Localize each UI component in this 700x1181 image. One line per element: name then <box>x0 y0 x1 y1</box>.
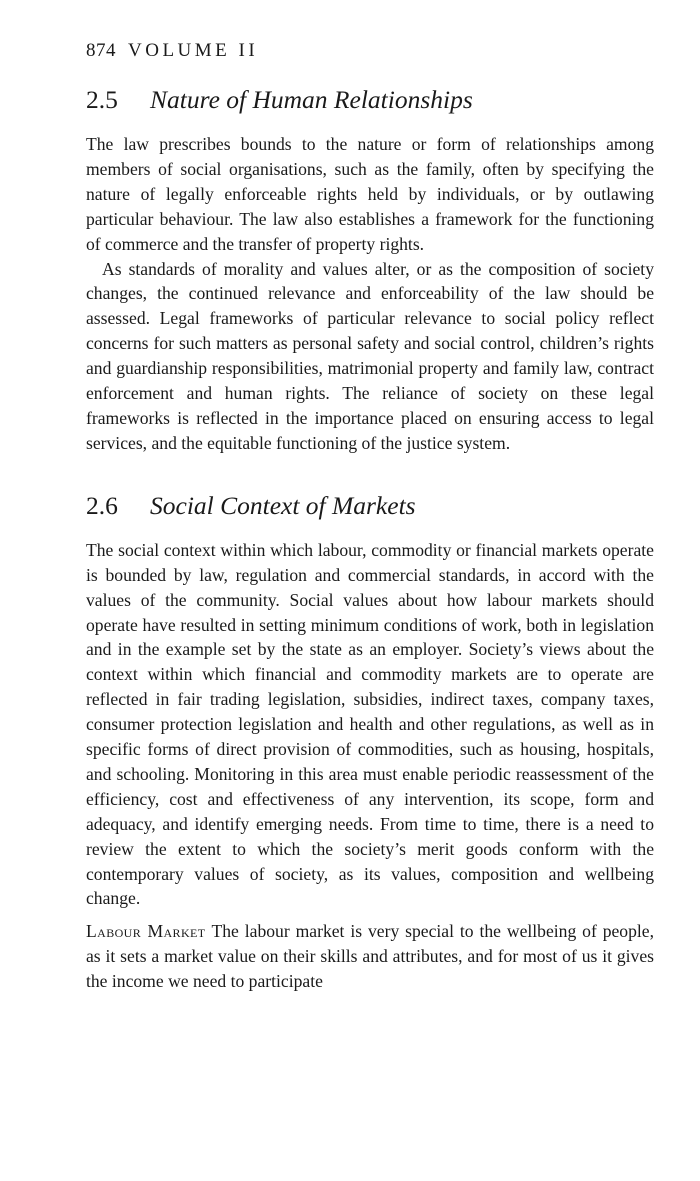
run-in-heading: Labour Market <box>86 921 206 942</box>
labour-market-text: The labour market is very special to the wellbeing of people, as it sets a market value on their skills and attributes, and for most of us it gives the income we need to participate <box>86 921 654 992</box>
section-heading-2-5 <box>86 84 654 116</box>
body-paragraph: The law prescribes bounds to the nature or form of relationships among members of social organisations, such as the family, often by specifying the nature of legally enforceable rights held by individuals, or by outlawing particular behaviour. The law also establishes a framework for the functioning of commerce and the transfer of property rights. <box>86 134 654 254</box>
section-number: 2.5 <box>86 85 118 114</box>
section-title: Nature of Human Relationships <box>150 85 473 114</box>
body-paragraph: The social context within which labour, commodity or financial markets operate is bounded by law, regulation and commercial standards, in accord with the values of the community. Social values about how labour markets should operate have resulted in setting minimum conditions of work, both in legislation and in the example set by the state as an employer. Society’s views about the context within which financial and commodity markets are to operate are reflected in fair trading legislation, subsidies, indirect taxes, company taxes, consumer protection legislation and health and other regulations, as well as in specific forms of direct provision of commodities, such as housing, hospitals, and schooling. Monitoring in this area must enable periodic reassessment of the efficiency, cost and effectiveness of any intervention, its scope, form and adequacy, and identify emerging needs. From time to time, there is a need to review the extent to which the society’s merit goods conform with the contemporary values of society, as its values, composition and wellbeing change. <box>86 539 654 909</box>
volume-label: VOLUME II <box>128 40 259 61</box>
section-spacer <box>86 456 654 484</box>
section-heading-2-6 <box>86 490 654 522</box>
body-paragraph: As standards of morality and values alter, or as the composition of society changes, the continued relevance and enforceability of the law should be assessed. Legal frameworks of particular relevance to social policy reflect concerns for such matters as personal safety and social control, children’s rights and guardianship responsibilities, matrimonial property and family law, contract enforcement and human rights. The reliance of society on these legal frameworks is reflected in the importance placed on ensuring access to legal services, and the equitable functioning of the justice system. <box>86 258 654 453</box>
page-number: 874 <box>86 40 116 61</box>
book-page <box>86 36 654 994</box>
section-number: 2.6 <box>86 490 118 520</box>
labour-market-paragraph <box>86 919 654 994</box>
section-title: Social Context of Markets <box>150 490 416 520</box>
running-head <box>86 36 654 66</box>
